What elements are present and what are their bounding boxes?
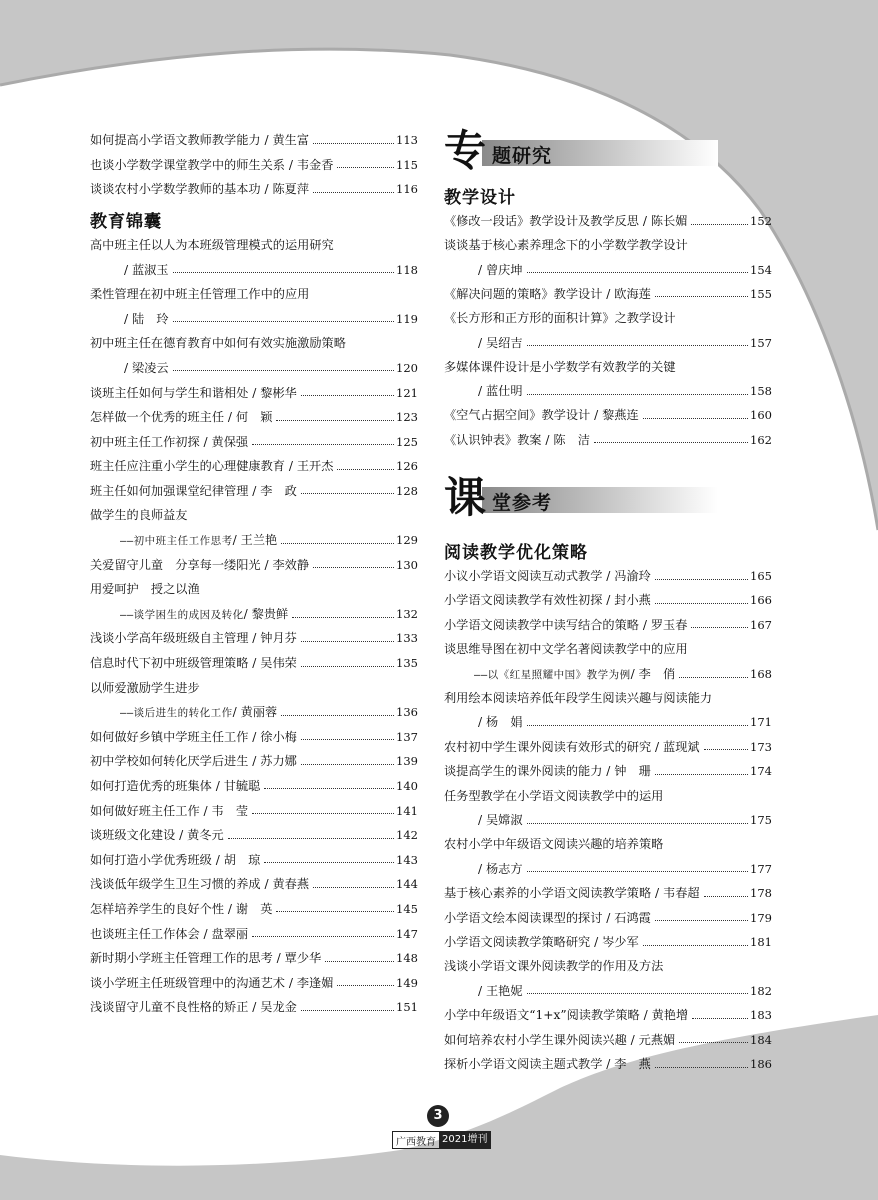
- footer: [380, 1105, 500, 1155]
- banner-zhuanti-yanjiu: [444, 126, 724, 176]
- toc-entry-page: 149: [396, 975, 418, 990]
- toc-entry-page: 130: [396, 557, 418, 572]
- toc-entry-title: 小学中年级语文“1+x”阅读教学策略 / 黄艳增: [444, 1008, 689, 1023]
- toc-entry: [90, 458, 418, 474]
- journal-issue: 2021增刊: [439, 1132, 490, 1148]
- banner-small-text: 题研究: [492, 145, 553, 167]
- toc-entry: [444, 568, 772, 584]
- toc-entry-title: 也谈班主任工作体会 / 盘翠丽: [90, 926, 249, 941]
- toc-entry-title: 《空气占据空间》教学设计 / 黎燕连: [444, 408, 639, 423]
- toc-entry-page: 182: [750, 983, 772, 998]
- toc-entry-title: 如何做好班主任工作 / 韦 莹: [90, 803, 249, 818]
- toc-entry-title: 高中班主任以人为本班级管理模式的运用研究: [90, 238, 334, 252]
- toc-entry: [444, 714, 772, 730]
- journal-name: 广西教育: [396, 1136, 436, 1148]
- dot-leader: [691, 224, 748, 225]
- toc-entry-title: 如何培养农村小学生课外阅读兴趣 / 元燕媚: [444, 1032, 676, 1047]
- toc-entry-title: 任务型教学在小学语文阅读教学中的运用: [444, 788, 664, 803]
- toc-entry: [444, 934, 772, 950]
- toc-entry: [444, 861, 772, 877]
- section-title-jiaoxue-sheji: 教学设计: [444, 188, 516, 208]
- toc-entry: [90, 181, 418, 197]
- toc-entry-title: / 吴嫦淑: [478, 813, 523, 827]
- toc-entry: [444, 885, 772, 901]
- dot-leader: [281, 715, 394, 716]
- dot-leader: [252, 444, 394, 445]
- toc-entry-page: 174: [750, 764, 772, 779]
- toc-entry: [90, 385, 418, 401]
- toc-entry-title: / 梁凌云: [124, 360, 169, 375]
- toc-entry-page: 137: [396, 729, 418, 744]
- dot-leader: [655, 296, 748, 297]
- toc-entry-title: / 杨 娟: [478, 715, 523, 730]
- toc-entry: [444, 262, 772, 278]
- toc-entry-page: 177: [750, 861, 772, 876]
- toc-entry: [444, 958, 772, 974]
- toc-entry-title: 初中班主任在德育教育中如何有效实施激励策略: [90, 336, 346, 351]
- toc-entry-title: 班主任应注重小学生的心理健康教育 / 王开杰: [90, 459, 334, 474]
- toc-entry-title: 谈小学班主任班级管理中的沟通艺术 / 李逢媚: [90, 975, 334, 990]
- toc-entry: [444, 383, 772, 399]
- toc-entry: [90, 581, 418, 597]
- toc-entry-page: 135: [396, 656, 418, 671]
- toc-entry-page: 141: [396, 803, 418, 818]
- toc-entry-title: 《长方形和正方形的面积计算》之教学设计: [444, 311, 676, 326]
- toc-entry-page: 165: [750, 569, 772, 583]
- toc-entry: [90, 753, 418, 769]
- toc-entry-page: 118: [396, 262, 418, 277]
- toc-entry: [444, 407, 772, 423]
- toc-entry-page: 162: [750, 432, 772, 447]
- toc-entry-title: / 蓝仕明: [478, 384, 523, 399]
- dot-leader: [527, 725, 749, 726]
- toc-entry-title: 如何提高小学语文教师教学能力 / 黄生富: [90, 133, 310, 147]
- toc-entry-page: 116: [396, 182, 418, 196]
- toc-entry-page: 120: [396, 360, 418, 375]
- toc-entry-title: 谈思维导图在初中文学名著阅读教学中的应用: [444, 642, 688, 657]
- toc-entry-page: 168: [750, 666, 772, 681]
- dot-leader: [313, 192, 394, 193]
- toc-entry-title: ——谈后进生的转化工作: [120, 707, 233, 720]
- dot-leader: [337, 167, 394, 168]
- toc-entry-page: 184: [750, 1032, 772, 1047]
- toc-entry: [90, 409, 418, 425]
- toc-entry-page: 140: [396, 778, 418, 793]
- toc-entry-title: ——谈学困生的成因及转化: [120, 608, 244, 621]
- toc-entry-title: 如何做好乡镇中学班主任工作 / 徐小梅: [90, 729, 297, 744]
- toc-entry: [90, 999, 418, 1015]
- toc-entry: [444, 213, 772, 229]
- toc-entry-page: 115: [396, 157, 418, 172]
- toc-entry: [90, 335, 418, 351]
- toc-entry-title: 浅谈低年级学生卫生习惯的养成 / 黄春燕: [90, 877, 310, 892]
- dot-leader: [679, 677, 748, 678]
- toc-entry-title: 新时期小学班主任管理工作的思考 / 覃少华: [90, 951, 322, 966]
- toc-entry: [90, 975, 418, 991]
- dot-leader: [173, 272, 395, 273]
- dot-leader: [301, 641, 394, 642]
- toc-entry: [444, 983, 772, 999]
- dot-leader: [301, 739, 394, 740]
- toc-entry-page: 171: [750, 715, 772, 730]
- toc-entry: [90, 483, 418, 499]
- dot-leader: [276, 911, 394, 912]
- toc-entry-title: 农村初中学生课外阅读有效形式的研究 / 蓝现斌: [444, 739, 700, 754]
- toc-entry: [90, 507, 418, 523]
- toc-entry-author: / 黄丽蓉: [232, 705, 278, 720]
- toc-entry-page: 147: [396, 926, 418, 941]
- toc-entry: [444, 690, 772, 706]
- section-title-jiaoyu-jinnang: 教育锦囊: [90, 212, 162, 232]
- dot-leader: [679, 1042, 748, 1043]
- toc-entry-title: 小学语文阅读教学有效性初探 / 封小燕: [444, 593, 651, 608]
- dot-leader: [643, 945, 748, 946]
- toc-entry: [90, 901, 418, 917]
- dot-leader: [527, 272, 749, 273]
- dot-leader: [173, 321, 395, 322]
- toc-entry: [90, 286, 418, 302]
- toc-entry-page: 173: [750, 739, 772, 754]
- dot-leader: [337, 985, 394, 986]
- toc-entry: [444, 335, 772, 351]
- dot-leader: [527, 823, 749, 824]
- dot-leader: [704, 896, 748, 897]
- toc-entry: [444, 310, 772, 326]
- toc-entry: [90, 704, 418, 721]
- toc-entry-page: 148: [396, 951, 418, 966]
- dot-leader: [313, 143, 394, 144]
- dot-leader: [252, 936, 394, 937]
- toc-entry-page: 123: [396, 410, 418, 425]
- dot-leader: [527, 345, 749, 346]
- toc-entry-page: 175: [750, 813, 772, 827]
- toc-entry-page: 178: [750, 886, 772, 901]
- toc-entry-page: 139: [396, 754, 418, 769]
- dot-leader: [691, 627, 748, 628]
- dot-leader: [264, 862, 394, 863]
- toc-entry-author: / 黎贵鲜: [243, 606, 289, 621]
- toc-entry-page: 143: [396, 852, 418, 867]
- toc-entry-title: / 吴绍吉: [478, 335, 523, 350]
- toc-entry-title: 浅谈小学语文课外阅读教学的作用及方法: [444, 959, 664, 974]
- toc-entry-title: 如何打造小学优秀班级 / 胡 琼: [90, 852, 261, 867]
- toc-entry-title: 初中学校如何转化厌学后进生 / 苏力娜: [90, 754, 297, 769]
- toc-entry: [90, 778, 418, 794]
- toc-entry-title: 用爱呵护 授之以渔: [90, 582, 200, 597]
- toc-entry-title: / 曾庆坤: [478, 262, 523, 277]
- toc-entry-page: 166: [750, 593, 772, 608]
- toc-entry-title: 利用绘本阅读培养低年段学生阅读兴趣与阅读能力: [444, 691, 713, 705]
- toc-entry-title: 浅谈留守儿童不良性格的矫正 / 吴龙金: [90, 1000, 297, 1015]
- toc-entry-title: 谈谈基于核心素养理念下的小学数学教学设计: [444, 238, 688, 253]
- dot-leader: [655, 774, 748, 775]
- toc-entry: [90, 311, 418, 327]
- toc-entry-title: 探析小学语文阅读主题式教学 / 李 燕: [444, 1057, 651, 1071]
- dot-leader: [655, 1067, 748, 1068]
- toc-entry: [444, 739, 772, 755]
- toc-entry-title: 小议小学语文阅读互动式教学 / 冯渝玲: [444, 569, 651, 583]
- dot-leader: [527, 871, 749, 872]
- toc-entry-title: 《修改一段话》教学设计及教学反思 / 陈长媚: [444, 214, 688, 228]
- toc-entry-title: 谈谈农村小学数学教师的基本功 / 陈夏萍: [90, 182, 310, 196]
- banner-big-char: 课: [444, 473, 487, 522]
- toc-entry: [90, 606, 418, 623]
- toc-entry-title: / 陆 玲: [124, 311, 169, 326]
- toc-entry-title: 小学语文绘本阅读课型的探讨 / 石鸿霞: [444, 910, 651, 925]
- dot-leader: [594, 442, 748, 443]
- toc-entry-title: 柔性管理在初中班主任管理工作中的应用: [90, 287, 310, 302]
- toc-entry-page: 157: [750, 335, 772, 350]
- toc-entry-title: 小学语文阅读教学策略研究 / 岑少军: [444, 935, 639, 949]
- journal-strip: [392, 1131, 491, 1149]
- toc-entry-title: 谈班主任如何与学生和谐相处 / 黎彬华: [90, 385, 297, 400]
- dot-leader: [337, 469, 394, 470]
- toc-entry-title: 怎样培养学生的良好个性 / 谢 英: [90, 901, 273, 916]
- dot-leader: [655, 920, 748, 921]
- toc-entry-page: 113: [396, 133, 418, 147]
- toc-entry: [90, 630, 418, 646]
- dot-leader: [252, 813, 394, 814]
- toc-entry: [444, 592, 772, 608]
- dot-leader: [313, 887, 394, 888]
- toc-entry-page: 183: [750, 1008, 772, 1023]
- toc-entry-title: 基于核心素养的小学语文阅读教学策略 / 韦春超: [444, 886, 700, 901]
- toc-entry-title: 浅谈小学高年级班级自主管理 / 钟月芬: [90, 631, 297, 646]
- toc-entry-author: / 王兰艳: [232, 533, 278, 548]
- dot-leader: [228, 838, 394, 839]
- toc-entry-author: / 李 俏: [630, 666, 676, 681]
- toc-entry-title: ——初中班主任工作思考: [120, 535, 233, 548]
- dot-leader: [655, 603, 748, 604]
- toc-entry-page: 155: [750, 286, 772, 301]
- toc-entry: [90, 876, 418, 892]
- dot-leader: [292, 617, 394, 618]
- toc-entry: [90, 926, 418, 942]
- toc-entry-page: 154: [750, 262, 772, 277]
- toc-entry: [90, 803, 418, 819]
- toc-entry-page: 179: [750, 910, 772, 925]
- banner-ketang-cankao: [444, 473, 724, 523]
- dot-leader: [264, 788, 394, 789]
- toc-entry-title: / 杨志方: [478, 861, 523, 876]
- dot-leader: [301, 395, 394, 396]
- toc-entry-title: 也谈小学数学课堂教学中的师生关系 / 韦金香: [90, 157, 334, 172]
- toc-entry-title: 以师爱激励学生进步: [90, 680, 200, 695]
- toc-entry-page: 160: [750, 408, 772, 423]
- toc-entry-title: 《认识钟表》教案 / 陈 洁: [444, 432, 590, 447]
- toc-entry-title: 怎样做一个优秀的班主任 / 何 颖: [90, 410, 273, 425]
- toc-entry: [90, 262, 418, 278]
- dot-leader: [704, 749, 748, 750]
- toc-entry-page: 152: [750, 214, 772, 228]
- dot-leader: [692, 1018, 748, 1019]
- toc-entry-page: 126: [396, 459, 418, 474]
- dot-leader: [301, 1010, 394, 1011]
- toc-entry-title: 做学生的良师益友: [90, 508, 188, 523]
- toc-entry-page: 128: [396, 483, 418, 498]
- toc-entry-title: 如何打造优秀的班集体 / 甘毓聪: [90, 778, 261, 793]
- toc-entry-page: 158: [750, 384, 772, 399]
- toc-entry: [90, 950, 418, 966]
- dot-leader: [281, 543, 394, 544]
- toc-entry: [90, 852, 418, 868]
- toc-entry-title: ——以《红星照耀中国》教学为例: [474, 668, 631, 681]
- toc-entry: [90, 237, 418, 253]
- toc-entry-title: 小学语文阅读教学中读写结合的策略 / 罗玉春: [444, 617, 688, 632]
- toc-entry: [444, 1032, 772, 1048]
- toc-entry: [444, 812, 772, 828]
- toc-entry: [90, 532, 418, 549]
- toc-entry-page: 125: [396, 434, 418, 449]
- dot-leader: [313, 567, 394, 568]
- section-title-yuedu-youhua: 阅读教学优化策略: [444, 543, 588, 563]
- dot-leader: [301, 493, 394, 494]
- banner-small-text: 堂参考: [492, 492, 553, 514]
- toc-entry-page: 167: [750, 617, 772, 632]
- toc-entry-title: 《解决问题的策略》教学设计 / 欧海莲: [444, 286, 651, 301]
- toc-entry: [444, 666, 772, 683]
- toc-entry-page: 151: [396, 1000, 418, 1015]
- dot-leader: [527, 993, 749, 994]
- toc-entry-title: 班主任如何加强课堂纪律管理 / 李 政: [90, 483, 297, 498]
- dot-leader: [527, 394, 749, 395]
- toc-entry-title: 谈班级文化建设 / 黄冬元: [90, 828, 224, 843]
- toc-entry: [90, 729, 418, 745]
- toc-entry-title: 关爱留守儿童 分享每一缕阳光 / 李效静: [90, 557, 310, 572]
- toc-entry-title: 谈提高学生的课外阅读的能力 / 钟 珊: [444, 764, 651, 779]
- toc-entry-page: 186: [750, 1057, 772, 1071]
- toc-entry: [90, 434, 418, 450]
- toc-entry: [90, 157, 418, 173]
- toc-entry: [444, 617, 772, 633]
- toc-entry-title: 初中班主任工作初探 / 黄保强: [90, 434, 249, 449]
- toc-entry: [90, 132, 418, 148]
- toc-entry: [444, 763, 772, 779]
- dot-leader: [643, 418, 748, 419]
- toc-entry: [444, 432, 772, 448]
- toc-entry: [444, 641, 772, 657]
- toc-entry: [444, 286, 772, 302]
- toc-entry: [444, 910, 772, 926]
- toc-entry: [444, 788, 772, 804]
- page-number: 3: [427, 1105, 449, 1127]
- toc-entry-page: 133: [396, 631, 418, 646]
- toc-entry-page: 142: [396, 828, 418, 843]
- toc-entry: [90, 827, 418, 843]
- toc-entry-page: 119: [396, 311, 418, 326]
- toc-entry-page: 121: [396, 385, 418, 400]
- dot-leader: [173, 370, 395, 371]
- toc-entry: [444, 237, 772, 253]
- dot-leader: [655, 579, 748, 580]
- dot-leader: [325, 961, 394, 962]
- toc-entry: [90, 655, 418, 671]
- toc-entry-page: 145: [396, 901, 418, 916]
- banner-big-char: 专: [444, 126, 487, 175]
- toc-entry: [90, 557, 418, 573]
- toc-entry-page: 136: [396, 705, 418, 720]
- toc-entry-title: 多媒体课件设计是小学数学有效教学的关键: [444, 359, 676, 374]
- toc-entry: [444, 1056, 772, 1072]
- toc-entry-title: 农村小学中年级语文阅读兴趣的培养策略: [444, 837, 664, 852]
- toc-entry-title: / 蓝淑玉: [124, 262, 169, 277]
- toc-entry: [444, 836, 772, 852]
- toc-entry: [444, 359, 772, 375]
- toc-entry-page: 132: [396, 606, 418, 621]
- toc-entry-page: 129: [396, 533, 418, 548]
- dot-leader: [301, 666, 394, 667]
- dot-leader: [301, 764, 394, 765]
- dot-leader: [276, 420, 394, 421]
- toc-entry: [90, 680, 418, 696]
- toc-entry-title: 信息时代下初中班级管理策略 / 吴伟荣: [90, 656, 297, 671]
- toc-entry-title: / 王艳妮: [478, 983, 523, 998]
- toc-entry-page: 144: [396, 877, 418, 892]
- toc-entry: [90, 360, 418, 376]
- toc-entry: [444, 1007, 772, 1023]
- toc-entry-page: 181: [750, 935, 772, 949]
